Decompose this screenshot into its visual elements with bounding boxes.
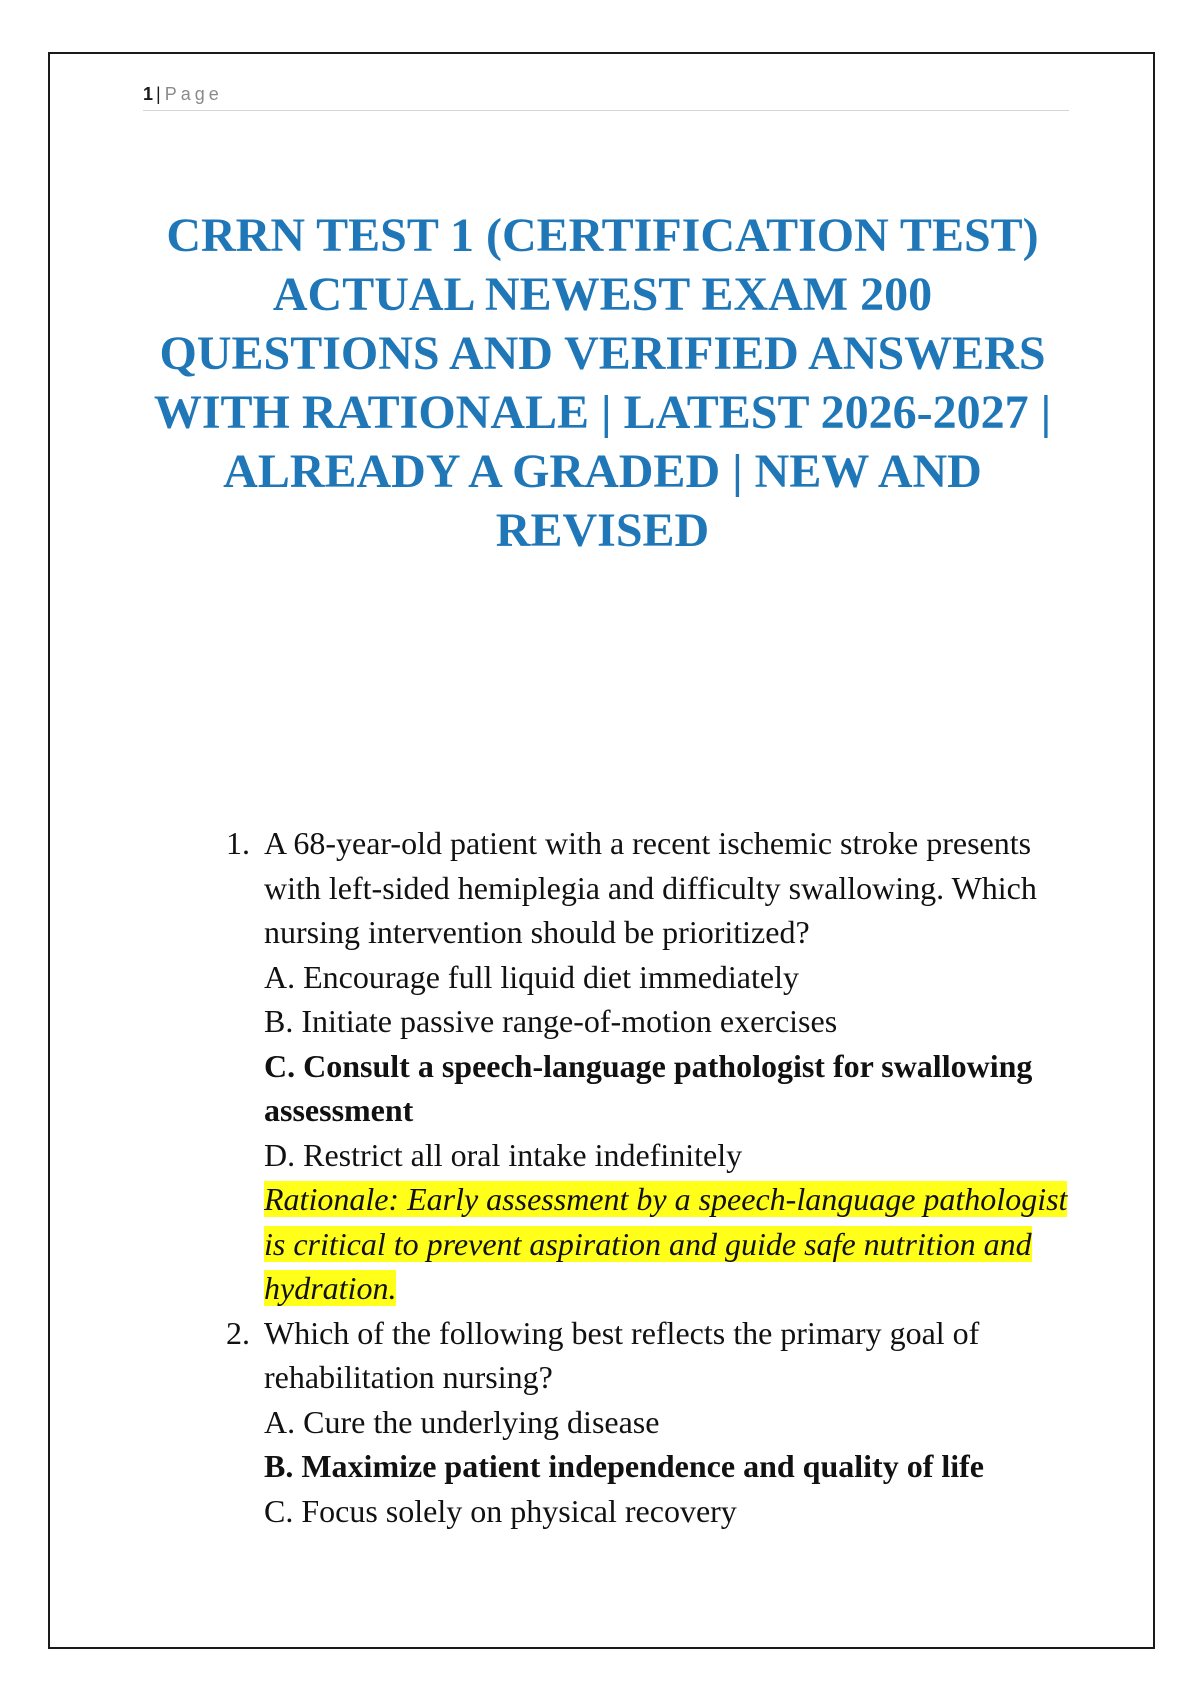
- answer-option: D. Restrict all oral intake indefinitely: [264, 1136, 743, 1173]
- question-number: 2.: [226, 1314, 250, 1351]
- page-number: 1: [143, 84, 154, 104]
- title-line: ALREADY A GRADED | NEW AND: [223, 445, 982, 498]
- rationale-text: Rationale: Early assessment by a speech-language pathologist is critical to prevent aspiration and guide safe nutrition and hydration.: [264, 1181, 1068, 1306]
- answer-option: C. Focus solely on physical recovery: [264, 1492, 737, 1529]
- question-text: Which of the following best reflects the primary goal of rehabilitation nursing?: [264, 1314, 980, 1395]
- question-list: [172, 821, 1072, 1533]
- answer-option-correct: C. Consult a speech-language pathologist for swallowing assessment: [264, 1047, 1033, 1128]
- rationale: [264, 1177, 1072, 1311]
- title-line: WITH RATIONALE | LATEST 2026-2027 |: [153, 386, 1052, 439]
- title-line: ACTUAL NEWEST EXAM 200: [272, 268, 933, 321]
- answer-option: A. Cure the underlying disease: [264, 1403, 660, 1440]
- question-item: [172, 1311, 1072, 1534]
- answer-option: A. Encourage full liquid diet immediately: [264, 958, 799, 995]
- title-line: REVISED: [495, 504, 710, 557]
- page-header: [143, 80, 1069, 111]
- header-separator: |: [156, 84, 161, 104]
- question-item: [172, 821, 1072, 1311]
- page-word: Page: [164, 84, 223, 104]
- question-number: 1.: [226, 825, 250, 861]
- answer-option-correct: B. Maximize patient independence and quality of life: [264, 1448, 984, 1484]
- question-text: A 68-year-old patient with a recent ischemic stroke presents with left-sided hemiplegia and difficulty swallowing. Which nursing intervention should be prioritized?: [264, 825, 1037, 950]
- title-line: QUESTIONS AND VERIFIED ANSWERS: [159, 327, 1046, 380]
- document-page: [48, 52, 1155, 1649]
- answer-option: B. Initiate passive range-of-motion exercises: [264, 1003, 838, 1039]
- title-line: CRRN TEST 1 (CERTIFICATION TEST): [166, 209, 1039, 262]
- document-title: [150, 206, 1055, 560]
